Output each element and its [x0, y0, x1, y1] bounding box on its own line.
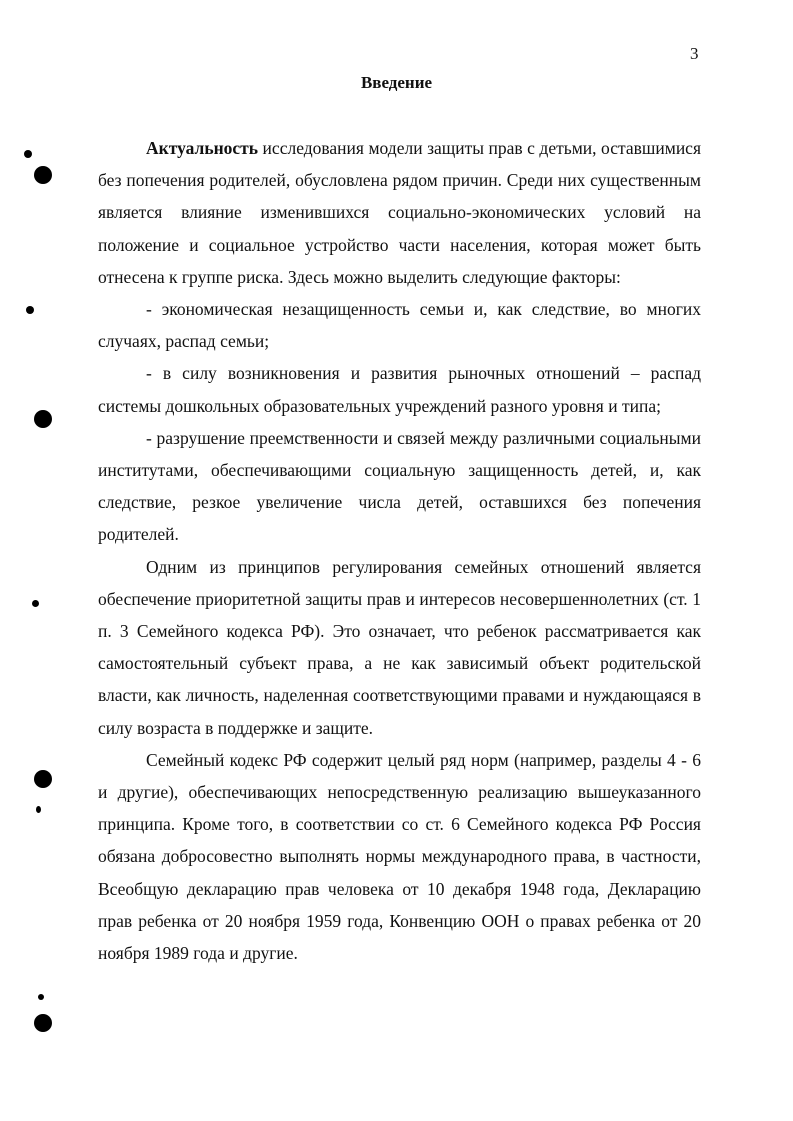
list-item-institutional-breakdown: - разрушение преемственности и связей между различными социальными институтами, обеспечивающими социальную защищенность детей, и, как следствие, резкое увеличение числа детей, оставшихся без попечения родителей.	[98, 427, 701, 545]
paragraph-family-code: Семейный кодекс РФ содержит целый ряд норм (например, разделы 4 - 6 и другие), обеспечивающих непосредственную реализацию вышеуказанного принципа. Кроме того, в соответствии со ст. 6 Семейного кодекса РФ Россия обязана добросовестно выполнять нормы международного права, в частности, Всеобщую декларацию прав человека от 10 декабря 1948 года, Декларацию прав ребенка от 20 ноября 1959 года, Конвенцию ООН о правах ребенка от 20 ноября 1989 года и другие.	[98, 749, 701, 964]
paragraph-text: исследования модели защиты прав с детьми, оставшимися без попечения родителей, обусловлена рядом причин. Среди них существенным является влияние изменившихся социально-экономических условий на положение и социальное устройство части населения, которая может быть отнесена к группе риска. Здесь можно выделить следующие факторы:	[98, 138, 701, 287]
punch-hole-mark	[34, 770, 52, 788]
list-item-economic-insecurity: - экономическая незащищенность семьи и, как следствие, во многих случаях, распад семьи;	[98, 299, 701, 352]
punch-hole-mark	[38, 994, 44, 1000]
punch-hole-mark	[24, 150, 32, 158]
list-item-preschool-collapse: - в силу возникновения и развития рыночных отношений – распад системы дошкольных образовательных учреждений разного уровня и типа;	[98, 363, 701, 416]
paragraph-principles: Одним из принципов регулирования семейных отношений является обеспечение приоритетной защиты прав и интересов несовершеннолетних (ст. 1 п. 3 Семейного кодекса РФ). Это означает, что ребенок рассматривается как самостоятельный субъект права, а не как зависимый объект родительской власти, как личность, наделенная соответствующими правами и нуждающаяся в силу возраста в поддержке и защите.	[98, 556, 701, 738]
page-number: 3	[690, 44, 699, 63]
punch-hole-mark	[32, 600, 39, 607]
paragraph-relevance	[98, 132, 701, 293]
section-title: Введение	[360, 73, 433, 92]
punch-hole-mark	[34, 1014, 52, 1032]
punch-hole-mark	[36, 806, 41, 813]
punch-hole-mark	[26, 306, 34, 314]
paragraph-lead-term: Актуальность	[146, 138, 259, 158]
document-body	[98, 132, 701, 969]
punch-hole-mark	[34, 410, 52, 428]
punch-hole-mark	[34, 166, 52, 184]
